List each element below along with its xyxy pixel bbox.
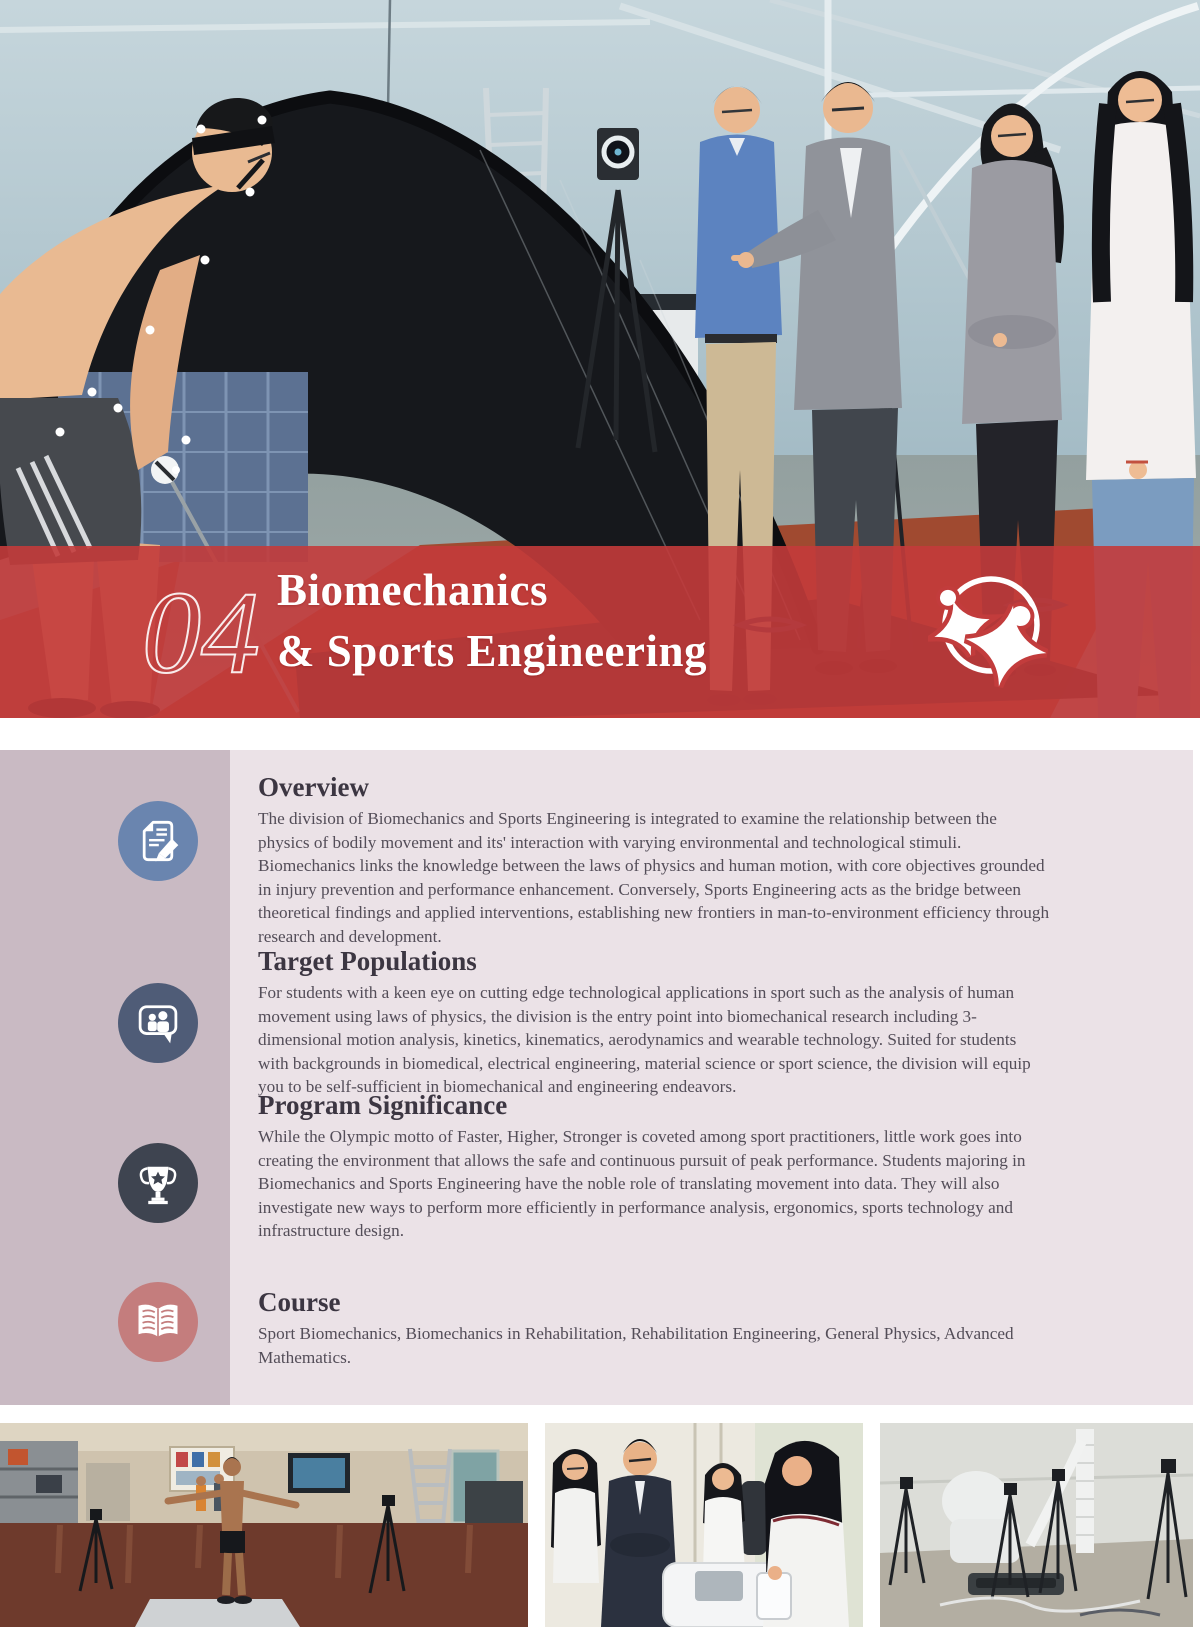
section-overview bbox=[258, 772, 1050, 948]
course-icon-circle bbox=[118, 1282, 198, 1362]
people-speech-bubble-icon bbox=[132, 997, 184, 1049]
banner-title-line1: Biomechanics bbox=[277, 565, 548, 615]
target-populations-icon-circle bbox=[118, 983, 198, 1063]
section-overview-heading: Overview bbox=[258, 772, 369, 802]
section-target-populations-heading: Target Populations bbox=[258, 946, 477, 976]
program-significance-icon-circle bbox=[118, 1143, 198, 1223]
section-target-populations-body: For students with a keen eye on cutting edge technological applications in sport such as the analysis of human movement using laws of physics, the division is the entry point into biomechanical research including 3-dimensional motion analysis, kinetics, kinematics, aerodynamics and wearable technology. Suited for students with backgrounds in biomedical, electrical engineering, material science or sport science, the division will equip you to be self-sufficient in biomechanical and engineering endeavors. bbox=[258, 983, 1031, 1096]
section-course-heading: Course bbox=[258, 1287, 341, 1317]
bottom-photo-discussion bbox=[545, 1423, 863, 1627]
section-target-populations bbox=[258, 946, 1050, 1099]
banner-title-line2: & Sports Engineering bbox=[277, 626, 708, 676]
overview-icon-circle bbox=[118, 801, 198, 881]
section-course bbox=[258, 1287, 1050, 1369]
bottom-photo-gym-capture bbox=[0, 1423, 528, 1627]
open-book-icon bbox=[132, 1296, 184, 1348]
section-overview-body: The division of Biomechanics and Sports Engineering is integrated to examine the relationship between the physics of bodily movement and its' interaction with varying environmental and technological stimuli. Biomechanics links the knowledge between the laws of physics and human motion, with core objectives grounded in injury prevention and performance enhancement. Conversely, Sports Engineering acts as the bridge between theoretical findings and applied interventions, establishing new frontiers in man-to-environment efficiency through research and development. bbox=[258, 809, 1050, 946]
banner-number bbox=[138, 568, 288, 698]
bottom-photo-camera-lab bbox=[880, 1423, 1193, 1627]
section-course-body: Sport Biomechanics, Biomechanics in Rehabilitation, Rehabilitation Engineering, General Physics, Advanced Mathematics. bbox=[258, 1324, 1014, 1367]
section-program-significance bbox=[258, 1090, 1050, 1243]
section-program-significance-heading: Program Significance bbox=[258, 1090, 508, 1120]
section-program-significance-body: While the Olympic motto of Faster, Higher, Stronger is coveted among sport practitioners, little work goes into creating the environment that allows the safe and continuous pursuit of peak performance. Students majoring in Biomechanics and Sports Engineering have the noble role of translating movement into data. They will also investigate new ways to perform more efficiently in performance analysis, ergonomics, sports technology and infrastructure design. bbox=[258, 1127, 1026, 1240]
banner-title bbox=[277, 560, 707, 682]
document-pencil-icon bbox=[132, 815, 184, 867]
trophy-icon bbox=[132, 1157, 184, 1209]
banner-number-text: 04 bbox=[142, 568, 260, 698]
program-logo-icon bbox=[928, 566, 1052, 690]
